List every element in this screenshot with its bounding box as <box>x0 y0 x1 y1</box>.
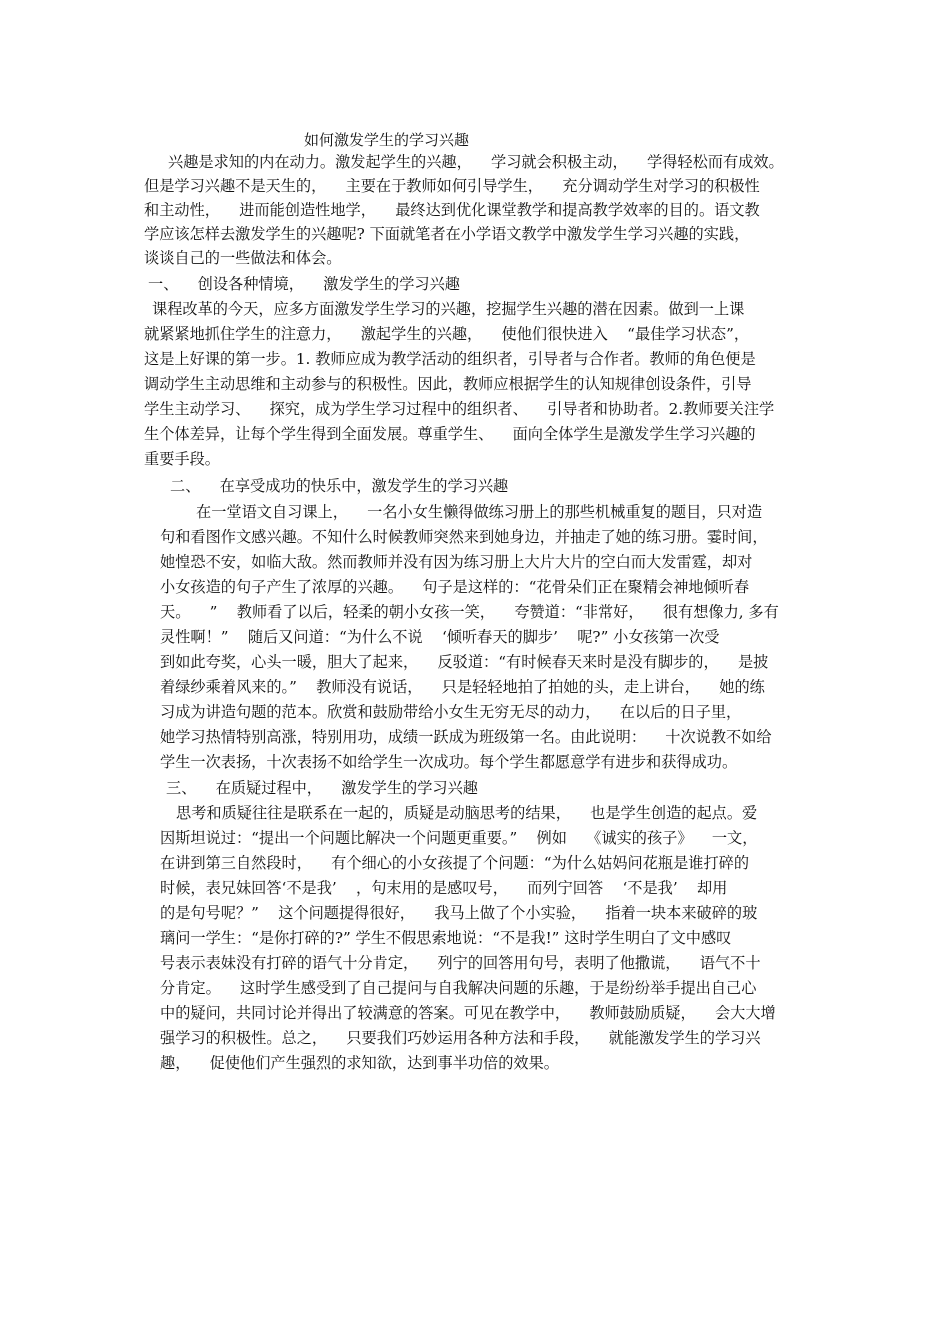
text-line: 趣， 促使他们产生强烈的求知欲，达到事半功倍的效果。 <box>160 1054 559 1072</box>
text-line: 兴趣是求知的内在动力。激发起学生的兴趣， 学习就会积极主动， 学得轻松而有成效。 <box>168 153 784 171</box>
text-line: 小女孩造的句子产生了浓厚的兴趣。 句子是这样的：“花骨朵们正在聚精会神地倾听春 <box>160 578 750 596</box>
text-line: 分肯定。 这时学生感受到了自己提问与自我解决问题的乐趣，于是纷纷举手提出自己心 <box>160 979 757 997</box>
text-line: 到如此夸奖，心头一暖，胆大了起来， 反驳道：“有时候春天来时是没有脚步的， 是披 <box>160 653 769 671</box>
text-line: 的是句号呢？” 这个问题提得很好， 我马上做了个小实验， 指着一块本来破碎的玻 <box>160 904 758 922</box>
text-line: 天。 ” 教师看了以后，轻柔的朝小女孩一笑， 夸赞道：“非常好， 很有想像力, 多有 <box>160 603 779 621</box>
section-heading-3: 三、 在质疑过程中， 激发学生的学习兴趣 <box>166 779 478 797</box>
text-line: 因斯坦说过：“提出一个问题比解决一个问题更重要。” 例如 《诚实的孩子》 一文， <box>160 829 758 847</box>
text-line: 学应该怎样去激发学生的兴趣呢? 下面就笔者在小学语文教学中激发学生学习兴趣的实践， <box>144 225 750 243</box>
text-line: 她惶恐不安，如临大敌。然而教师并没有因为练习册上大片大片的空白而大发雷霆，却对 <box>160 553 753 571</box>
text-line: 在讲到第三自然段时， 有个细心的小女孩提了个问题：“为什么姑妈问花瓶是谁打碎的 <box>160 854 750 872</box>
text-line: 中的疑问，共同讨论并得出了较满意的答案。可见在教学中， 教师鼓励质疑， 会大大增 <box>160 1004 776 1022</box>
text-line: 生个体差异，让每个学生得到全面发展。尊重学生、 面向全体学生是激发学生学习兴趣的 <box>144 425 756 443</box>
text-line: 就紧紧地抓住学生的注意力， 激起学生的兴趣， 使他们很快进入 “最佳学习状态”， <box>144 325 750 343</box>
text-line: 灵性啊！” 随后又问道：“为什么不说 ‘倾听春天的脚步’ 呢?” 小女孩第一次受 <box>160 628 720 646</box>
text-line: 号表示表妹没有打碎的语气十分肯定， 列宁的回答用句号，表明了他撒谎， 语气不十 <box>160 954 761 972</box>
text-line: 学生主动学习、 探究，成为学生学习过程中的组织者、 引导者和协助者。2.教师要关注学 <box>144 400 775 418</box>
text-line: 她学习热情特别高涨，特别用功，成绩一跃成为班级第一名。由此说明： 十次说教不如给 <box>160 728 772 746</box>
text-line: 着绿纱乘着风来的。” 教师没有说话， 只是轻轻地拍了拍她的头，走上讲台， 她的练 <box>160 678 765 696</box>
text-line: 学生一次表扬，十次表扬不如给学生一次成功。每个学生都愿意学有进步和获得成功。 <box>160 753 738 771</box>
text-line: 句和看图作文感兴趣。不知什么时候教师突然来到她身边，并抽走了她的练习册。霎时间， <box>160 528 768 546</box>
text-line: 调动学生主动思维和主动参与的积极性。因此，教师应根据学生的认知规律创设条件，引导 <box>144 375 752 393</box>
section-heading-1: 一、 创设各种情境， 激发学生的学习兴趣 <box>148 275 460 293</box>
text-line: 在一堂语文自习课上， 一名小女生懒得做练习册上的那些机械重复的题目，只对造 <box>196 503 763 521</box>
text-line: 重要手段。 <box>144 450 220 468</box>
section-heading-2: 二、 在享受成功的快乐中，激发学生的学习兴趣 <box>170 477 509 495</box>
text-line: 强学习的积极性。总之， 只要我们巧妙运用各种方法和手段， 就能激发学生的学习兴 <box>160 1029 761 1047</box>
document-title: 如何激发学生的学习兴趣 <box>304 131 470 149</box>
text-line: 课程改革的今天，应多方面激发学生学习的兴趣，挖掘学生兴趣的潜在因素。做到一上课 <box>152 300 745 318</box>
text-line: 谈谈自己的一些做法和体会。 <box>144 249 342 267</box>
text-line: 习成为讲造句题的范本。欣赏和鼓励带给小女生无穷无尽的动力， 在以后的日子里， <box>160 703 742 721</box>
text-line: 但是学习兴趣不是天生的， 主要在于教师如何引导学生， 充分调动学生对学习的积极性 <box>144 177 760 195</box>
text-line: 和主动性， 进而能创造性地学， 最终达到优化课堂教学和提高教学效率的目的。语文教 <box>144 201 760 219</box>
text-line: 璃问一学生：“是你打碎的?” 学生不假思索地说：“不是我!” 这时学生明白了文中感叹 <box>160 929 732 947</box>
text-line: 这是上好课的第一步。1. 教师应成为教学活动的组织者，引导者与合作者。教师的角色便是 <box>144 350 756 368</box>
text-line: 思考和质疑往往是联系在一起的，质疑是动脑思考的结果， 也是学生创造的起点。爱 <box>176 804 758 822</box>
text-line: 时候，表兄妹回答‘不是我’ ，句末用的是感叹号， 而列宁回答 ‘不是我’ 却用 <box>160 879 728 897</box>
